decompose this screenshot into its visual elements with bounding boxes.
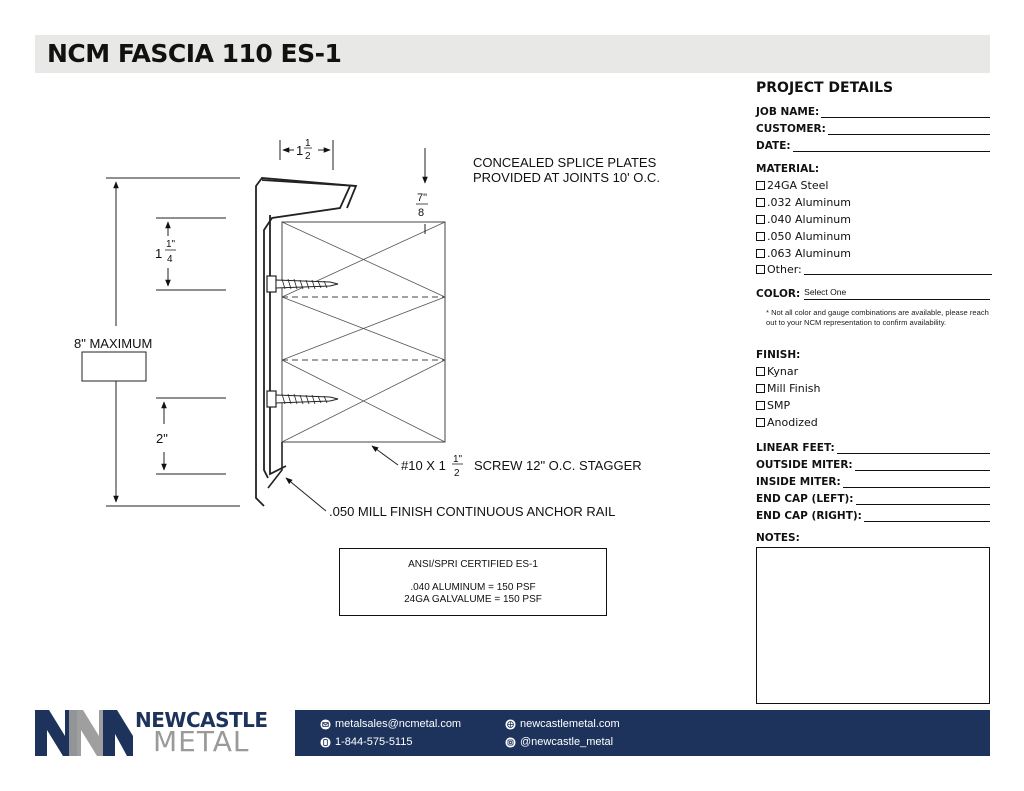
- cert-aluminum: .040 ALUMINUM = 150 PSF: [410, 582, 536, 593]
- checkbox[interactable]: [756, 215, 765, 224]
- dim-bottom-label: 2": [156, 431, 168, 446]
- callout-screw-den: 2: [454, 468, 460, 479]
- checkbox[interactable]: [756, 401, 765, 410]
- notes-label: NOTES:: [756, 532, 800, 544]
- fascia-profile: [256, 178, 356, 506]
- material-option-063-aluminum[interactable]: .063 Aluminum: [756, 247, 851, 260]
- dim-top-num: 1: [305, 138, 311, 149]
- wood-nailer: [282, 222, 445, 442]
- end-cap-right-label: END CAP (RIGHT):: [756, 510, 862, 522]
- end-cap-right-line[interactable]: [864, 511, 990, 522]
- cert-title: ANSI/SPRI CERTIFIED ES-1: [408, 559, 538, 570]
- dim-top-whole: 1: [296, 143, 304, 158]
- dim-top-den: 2: [305, 151, 311, 162]
- end-cap-right-field[interactable]: [756, 508, 990, 522]
- callout-screw-num: 1": [453, 454, 463, 465]
- inside-miter-line[interactable]: [843, 477, 990, 488]
- other-material-line[interactable]: [804, 264, 992, 275]
- dim-upper-num: 1": [166, 239, 176, 250]
- page-title: NCM FASCIA 110 ES-1: [47, 39, 342, 68]
- dim-bottom: [156, 398, 226, 474]
- customer-field[interactable]: [756, 121, 990, 135]
- screw-lower: [267, 391, 338, 407]
- linear-feet-field[interactable]: [756, 440, 990, 454]
- material-label: MATERIAL:: [756, 163, 820, 175]
- dim-lip-den: 8: [418, 207, 425, 219]
- email-link[interactable]: metalsales@ncmetal.com: [335, 718, 462, 730]
- job-name-field[interactable]: [756, 104, 990, 118]
- end-cap-left-line[interactable]: [856, 494, 990, 505]
- footer: [35, 708, 990, 758]
- checkbox[interactable]: [756, 232, 765, 241]
- footer-contact-bar: [295, 710, 990, 756]
- finish-option-anodized[interactable]: Anodized: [756, 416, 818, 429]
- logo-wordmark-new-castle: NEWCASTLE: [135, 708, 268, 732]
- phone-contact[interactable]: [320, 736, 412, 748]
- dim-overall: [74, 178, 240, 506]
- callout-screw: [372, 446, 642, 479]
- dim-upper-den: 4: [167, 254, 173, 265]
- outside-miter-field[interactable]: [756, 457, 990, 471]
- linear-feet-line[interactable]: [837, 443, 990, 454]
- dim-max-label: 8" MAXIMUM: [74, 336, 153, 351]
- callout-rail: [286, 478, 615, 519]
- date-field[interactable]: [756, 138, 990, 152]
- dim-lip: [416, 148, 428, 234]
- date-line[interactable]: [793, 141, 990, 152]
- inside-miter-field[interactable]: [756, 474, 990, 488]
- material-option-24ga-steel[interactable]: 24GA Steel: [756, 179, 828, 192]
- finish-option-kynar[interactable]: Kynar: [756, 365, 798, 378]
- certification-box: [339, 548, 607, 616]
- callout-rail-text: .050 MILL FINISH CONTINUOUS ANCHOR RAIL: [329, 504, 616, 519]
- callout-splice-line2: PROVIDED AT JOINTS 10' O.C.: [473, 170, 660, 185]
- checkbox[interactable]: [756, 198, 765, 207]
- callout-splice-line1: CONCEALED SPLICE PLATES: [473, 155, 657, 170]
- checkbox[interactable]: [756, 181, 765, 190]
- website-link[interactable]: newcastlemetal.com: [520, 718, 620, 730]
- globe-icon: [505, 719, 516, 730]
- job-name-label: JOB NAME:: [756, 106, 820, 118]
- material-option-040-aluminum[interactable]: .040 Aluminum: [756, 213, 851, 226]
- outside-miter-line[interactable]: [855, 460, 990, 471]
- dim-lip-num: 7": [417, 192, 428, 204]
- checkbox[interactable]: [756, 367, 765, 376]
- end-cap-left-label: END CAP (LEFT):: [756, 493, 854, 505]
- logo-wordmark-metal: METAL: [153, 725, 250, 758]
- customer-label: CUSTOMER:: [756, 123, 826, 135]
- material-option-032-aluminum[interactable]: .032 Aluminum: [756, 196, 851, 209]
- checkbox[interactable]: [756, 265, 765, 274]
- instagram-icon: [505, 737, 516, 748]
- screw-upper: [267, 276, 338, 292]
- finish-label: FINISH:: [756, 349, 801, 361]
- dim-top: [280, 138, 333, 170]
- color-label: COLOR:: [756, 288, 801, 300]
- phone-link[interactable]: 1-844-575-5115: [335, 736, 413, 748]
- linear-feet-label: LINEAR FEET:: [756, 442, 835, 454]
- social-link[interactable]: @newcastle_metal: [520, 736, 614, 748]
- project-details-title: PROJECT DETAILS: [756, 80, 894, 96]
- cert-galvalume: 24GA GALVALUME = 150 PSF: [404, 594, 542, 605]
- end-cap-left-field[interactable]: [756, 491, 990, 505]
- phone-icon: [320, 737, 331, 748]
- checkbox[interactable]: [756, 418, 765, 427]
- inside-miter-label: INSIDE MITER:: [756, 476, 841, 488]
- date-label: DATE:: [756, 140, 791, 152]
- material-option-050-aluminum[interactable]: .050 Aluminum: [756, 230, 851, 243]
- finish-option-mill-finish[interactable]: Mill Finish: [756, 382, 820, 395]
- email-icon: [320, 719, 331, 730]
- color-select[interactable]: Select One: [804, 287, 990, 300]
- website-contact[interactable]: [505, 718, 620, 730]
- newcastle-logo-mark: [35, 708, 135, 758]
- checkbox[interactable]: [756, 249, 765, 258]
- checkbox[interactable]: [756, 384, 765, 393]
- finish-option-smp[interactable]: SMP: [756, 399, 790, 412]
- callout-screw-suffix: SCREW 12" O.C. STAGGER: [474, 458, 642, 473]
- dim-upper-whole: 1: [155, 246, 163, 261]
- customer-line[interactable]: [828, 124, 990, 135]
- job-name-line[interactable]: [821, 107, 990, 118]
- outside-miter-label: OUTSIDE MITER:: [756, 459, 853, 471]
- notes-textarea[interactable]: [756, 547, 990, 704]
- dim-upper: [155, 218, 226, 290]
- material-option-other[interactable]: Other:: [756, 263, 992, 276]
- color-field: [756, 286, 990, 300]
- social-contact[interactable]: [505, 736, 613, 748]
- color-availability-note: * Not all color and gauge combinations are available, please reach out to your NCM representation to confirm availability.: [766, 308, 989, 327]
- email-contact[interactable]: [320, 718, 461, 730]
- callout-screw-prefix: #10 X 1: [401, 458, 446, 473]
